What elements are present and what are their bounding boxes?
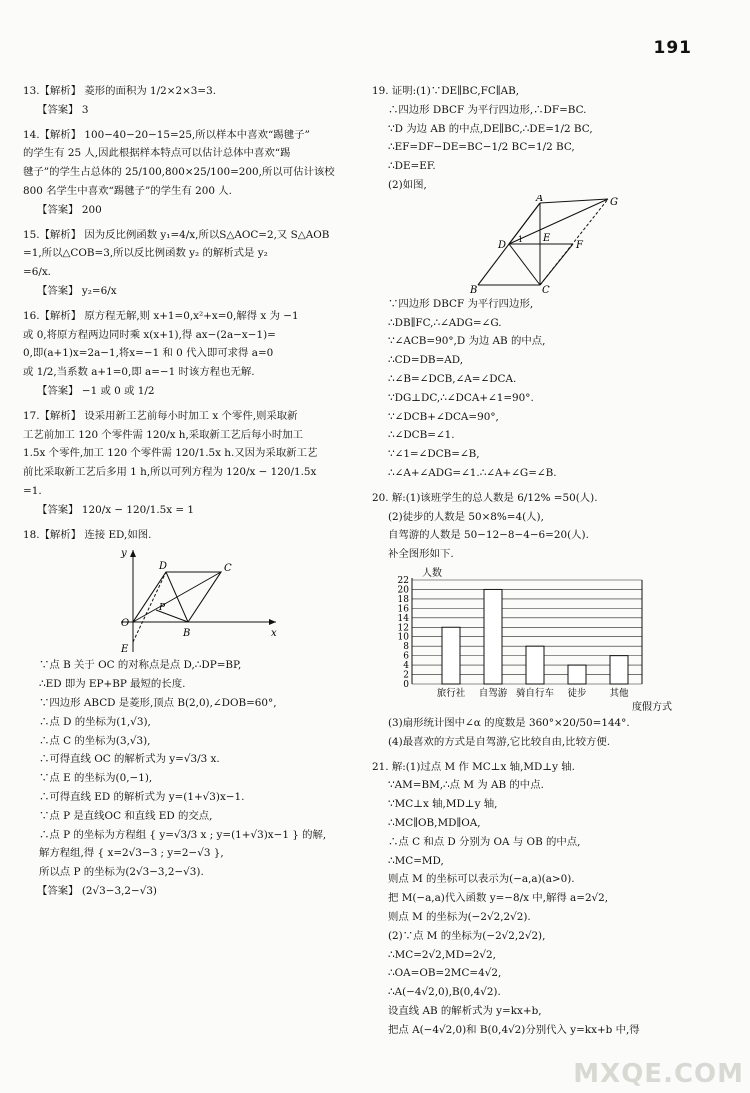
chart-ytick-label: 16 (397, 604, 409, 615)
q19-line: ∵∠ACB=90°,D 为边 AB 的中点, (388, 335, 546, 348)
chart-ytick-label: 10 (397, 632, 409, 643)
chart-bar (484, 589, 502, 684)
chart-category-label: 徒步 (567, 687, 587, 699)
watermark-logo: MXQE.COM (573, 1059, 744, 1089)
q21-line: 把 M(−a,a)代入函数 y=−8/x 中,解得 a=2√2, (388, 892, 609, 905)
q19-line: ∴∠DCB=∠1. (388, 429, 455, 442)
q21-line: 则点 M 的坐标可以表示为(−a,a)(a>0). (388, 873, 575, 886)
q19-line: ∴∠A+∠ADG=∠1.∴∠A+∠G=∠B. (388, 466, 557, 479)
q19-line: ∴∠B=∠DCB,∠A=∠DCA. (388, 372, 517, 385)
q16-line: 16.【解析】 原方程无解,则 x+1=0,x²+x=0,解得 x 为 −1 (23, 309, 299, 322)
q21-line: ∴OA=OB=2MC=4√2, (388, 967, 502, 980)
q21-line: (2)∵点 M 的坐标为(−2√2,2√2), (388, 929, 546, 942)
left-column (23, 82, 359, 901)
q20-line: 补全图形如下. (388, 548, 454, 561)
q21-line: ∴MC∥OB,MD∥OA, (388, 816, 481, 829)
q18-line: 所以点 P 的坐标为(2√3−3,2−√3). (39, 866, 204, 879)
q16-line: 或 0,将原方程两边同时乘 x(x+1),得 ax−(2a−x−1)= (23, 328, 276, 341)
q17-line: 前比采取新工艺后多用 1 h,所以可列方程为 120/x − 120/1.5x (23, 466, 317, 479)
q19-line: ∴DB∥FC,∴∠ADG=∠G. (388, 316, 502, 329)
q19-line: ∵DG⊥DC,∴∠DCA+∠1=90°. (388, 391, 534, 404)
q19-line: ∴DE=EF. (388, 160, 436, 173)
q19-line: ∵∠1=∠DCB=∠B, (388, 448, 480, 461)
chart-bar (526, 646, 544, 684)
figure-19-triangle (468, 195, 718, 295)
chart-ytick-label: 0 (403, 679, 409, 690)
q21-line: ∴MC=2√2,MD=2√2, (388, 948, 496, 961)
chart-ytick-label: 4 (403, 661, 409, 672)
fig19-label-f: F (576, 239, 583, 251)
q20-line: (4)最喜欢的方式是自驾游,它比较自由,比较方便. (388, 735, 611, 748)
fig19-label-a: A (536, 194, 544, 204)
q14-answer: 【答案】 200 (37, 203, 102, 216)
q18-line: ∵四边形 ABCD 是菱形,顶点 B(2,0),∠DOB=60°, (39, 696, 277, 709)
q20-line: (3)扇形统计图中∠α 的度数是 360°×20/50=144°. (388, 716, 630, 729)
fig19-label-1: 1 (518, 234, 524, 244)
q13-answer: 【答案】 3 (37, 103, 89, 116)
q13-analysis: 13.【解析】 菱形的面积为 1/2×2×3=3. (23, 85, 217, 97)
chart-ytick-label: 8 (403, 642, 409, 653)
q18-line: ∵点 P 是直线OC 和直线 ED 的交点, (39, 809, 213, 822)
q18-answer: 【答案】 (2√3−3,2−√3) (37, 884, 157, 897)
chart-category-label: 旅行社 (436, 687, 466, 699)
q17-answer: 【答案】 120/x − 120/1.5x = 1 (37, 503, 195, 516)
q19-line: ∵四边形 DBCF 为平行四边形, (388, 297, 534, 310)
chart-ytick-label: 22 (397, 575, 409, 586)
fig19-label-b: B (470, 284, 478, 295)
q19-line: ∴四边形 DBCF 为平行四边形,∴DF=BC. (388, 103, 587, 116)
q19-line: ∵∠DCB+∠DCA=90°, (388, 410, 499, 423)
chart-bar (442, 627, 460, 684)
q15-answer: 【答案】 y₂=6/x (37, 284, 117, 297)
q18-heading: 18.【解析】 连接 ED,如图. (23, 528, 152, 541)
fig19-label-c: C (542, 284, 550, 295)
q18-line: ∴可得直线 OC 的解析式为 y=√3/3 x. (39, 753, 220, 766)
right-column (372, 82, 720, 1039)
chart-ytick-label: 6 (403, 651, 409, 662)
q21-line: 21. 解:(1)过点 M 作 MC⊥x 轴,MD⊥y 轴. (372, 760, 575, 773)
fig18-label-y: y (121, 548, 127, 560)
bar-chart-vacation-methods (380, 564, 680, 714)
chart-xlabel: 度假方式 (632, 701, 672, 713)
chart-ytick-label: 20 (397, 585, 409, 596)
fig19-label-e: E (543, 232, 551, 244)
q21-line: ∵AM=BM,∴点 M 为 AB 的中点. (388, 779, 544, 792)
fig19-label-d: D (498, 239, 507, 251)
chart-ytick-label: 18 (397, 594, 409, 605)
figure-18-rhombus (111, 544, 311, 656)
fig18-label-x: x (271, 628, 277, 640)
q14-line: 14.【解析】 100−40−20−15=25,所以样本中喜欢“踢毽子” (23, 128, 310, 141)
fig18-label-d: D (159, 561, 168, 573)
q21-line: 设直线 AB 的解析式为 y=kx+b, (388, 1004, 542, 1017)
q18-line: ∴可得直线 ED 的解析式为 y=(1+√3)x−1. (39, 790, 245, 803)
fig18-label-b: B (183, 628, 191, 640)
q21-line: ∴MC=MD, (388, 854, 444, 867)
q16-line: 0,即(a+1)x=2a−1,将x=−1 和 0 代入即可求得 a=0 (23, 347, 274, 360)
q17-line: =1. (23, 484, 42, 497)
q21-line: ∴点 C 和点 D 分别为 OA 与 OB 的中点, (388, 835, 581, 848)
chart-bar (610, 656, 628, 684)
q19-line: ∴CD=DB=AD, (388, 354, 464, 367)
chart-ytick-label: 12 (397, 623, 409, 634)
q18-line: ∵点 B 关于 OC 的对称点是点 D,∴DP=BP, (39, 659, 242, 672)
chart-ytick-label: 14 (397, 613, 409, 624)
q14-line: 毽子”的学生占总体的 25/100,800×25/100=200,所以可估计该校 (23, 166, 335, 179)
fig18-label-o: O (121, 618, 130, 630)
q19-line: ∴EF=DF−DE=BC−1/2 BC=1/2 BC, (388, 141, 575, 154)
q16-line: 或 1/2,当系数 a+1=0,即 a=−1 时该方程也无解. (23, 366, 255, 379)
q18-line: ∴ED 即为 EP+BP 最短的长度. (39, 678, 186, 691)
q19-line: ∵D 为边 AB 的中点,DE∥BC,∴DE=1/2 BC, (388, 122, 593, 135)
q20-line: (2)徒步的人数是 50×8%=4(人), (388, 510, 544, 523)
q20-line: 自驾游的人数是 50−12−8−4−6=20(人). (388, 529, 589, 542)
q15-line: =1,所以△COB=3,所以反比例函数 y₂ 的解析式是 y₂ (23, 247, 268, 260)
chart-bar (568, 665, 586, 684)
q17-line: 工艺前加工 120 个零件需 120/x h,采取新工艺后每小时加工 (23, 428, 304, 441)
q18-line: ∴点 C 的坐标为(3,√3), (39, 734, 151, 747)
chart-ylabel: 人数 (422, 567, 442, 579)
q18-line: 解方程组,得 { x=2√3−3 ; y=2−√3 }, (39, 847, 224, 860)
q20-line: 20. 解:(1)该班学生的总人数是 6/12% =50(人). (372, 491, 598, 504)
q19-line: 19. 证明:(1)∵DE∥BC,FC∥AB, (372, 85, 520, 97)
fig18-label-c: C (224, 563, 232, 575)
q17-line: 17.【解析】 设采用新工艺前每小时加工 x 个零件,则采取新 (23, 409, 298, 422)
q21-line: 把点 A(−4√2,0)和 B(0,4√2)分别代入 y=kx+b 中,得 (388, 1023, 640, 1036)
page-number: 191 (653, 38, 692, 58)
q21-line: ∴A(−4√2,0),B(0,4√2). (388, 986, 501, 999)
q15-line: 15.【解析】 因为反比例函数 y₁=4/x,所以S△AOC=2,又 S△AOB (23, 228, 330, 241)
q14-line: 的学生有 25 人,因此根据样本特点可以估计总体中喜欢“踢 (23, 147, 291, 160)
fig18-label-e: E (121, 644, 129, 656)
chart-category-label: 自驾游 (478, 687, 508, 699)
chart-category-label: 骑自行车 (515, 687, 555, 699)
q19-line: (2)如图, (388, 178, 427, 191)
q16-answer: 【答案】 −1 或 0 或 1/2 (37, 384, 155, 397)
fig18-label-p: P (159, 603, 166, 614)
q18-line: ∴点 P 的坐标为方程组 { y=√3/3 x ; y=(1+√3)x−1 } 的解, (39, 828, 327, 841)
q14-line: 800 名学生中喜欢“踢毽子”的学生有 200 人. (23, 184, 232, 197)
q18-line: ∴点 D 的坐标为(1,√3), (39, 715, 151, 728)
q18-line: ∵点 E 的坐标为(0,−1), (39, 772, 153, 785)
chart-ytick-label: 2 (403, 670, 409, 681)
q21-line: ∵MC⊥x 轴,MD⊥y 轴, (388, 798, 498, 811)
chart-category-label: 其他 (609, 687, 629, 699)
fig19-label-g: G (610, 196, 618, 208)
q15-line: =6/x. (23, 266, 51, 279)
q17-line: 1.5x 个零件,加工 120 个零件需 120/1.5x h.又因为采取新工艺 (23, 447, 318, 460)
q21-line: 则点 M 的坐标为(−2√2,2√2). (388, 910, 531, 923)
